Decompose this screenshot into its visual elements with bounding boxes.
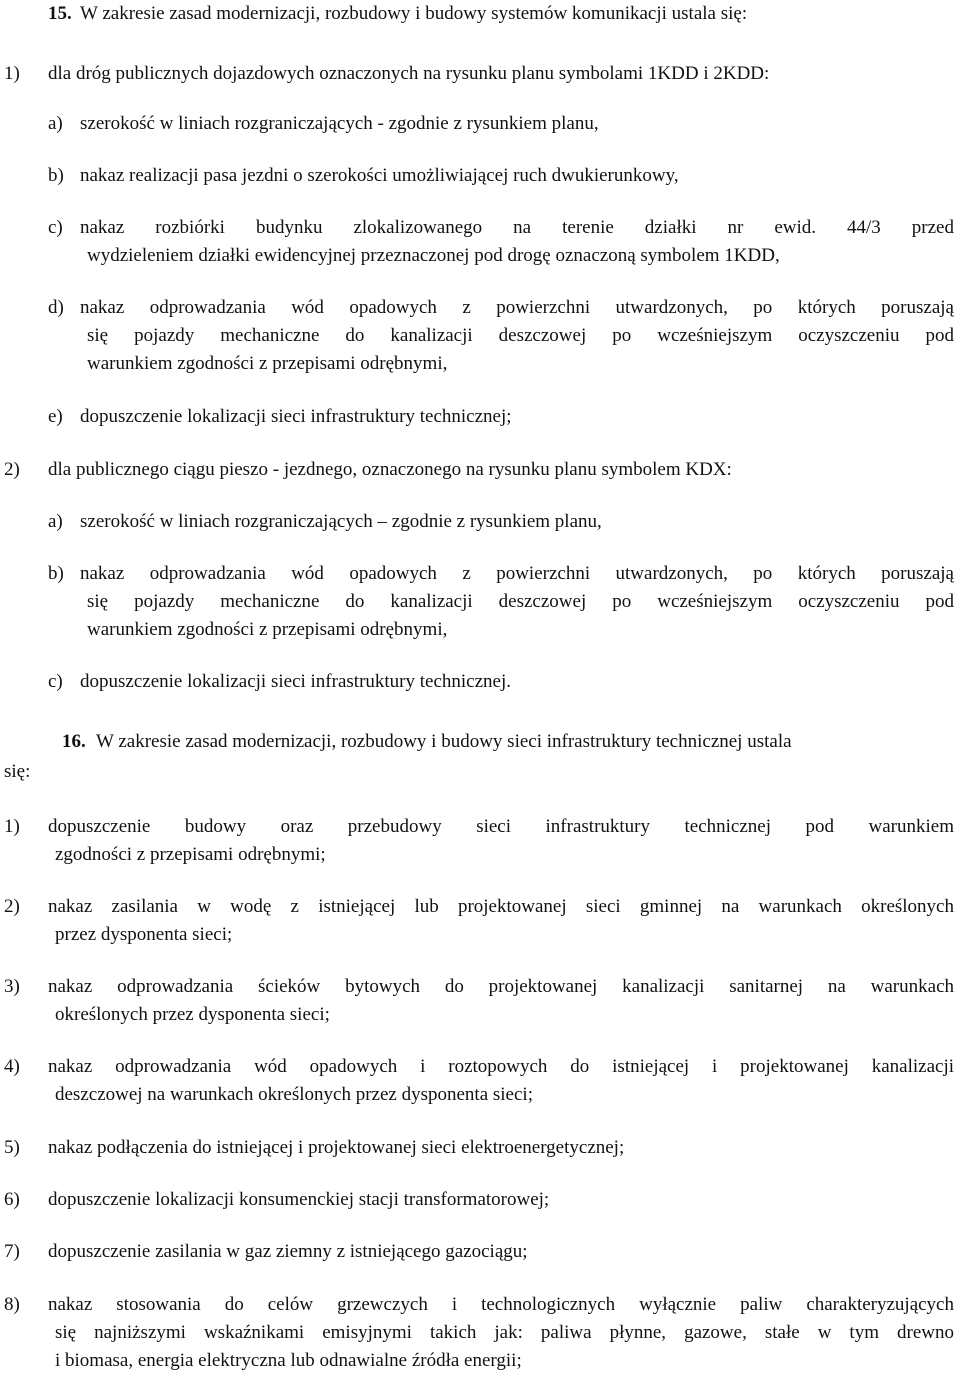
s16-item-2-line-2: przez dysponenta sieci; bbox=[55, 924, 233, 945]
s16-item-1-number: 1) bbox=[4, 816, 20, 837]
point-1-d-line-2: się pojazdy mechaniczne do kanalizacji deszczowej po wcześniejszym oczyszczeniu pod bbox=[87, 325, 954, 346]
point-2-a-marker: a) bbox=[48, 511, 63, 532]
s16-item-3-line-1: nakaz odprowadzania ścieków bytowych do projektowanej kanalizacji sanitarnej na warunkach bbox=[48, 976, 954, 997]
point-2-a-text: szerokość w liniach rozgraniczających – zgodnie z rysunkiem planu, bbox=[80, 511, 602, 532]
s16-item-8-line-1: nakaz stosowania do celów grzewczych i technologicznych wyłącznie paliw charakteryzujących bbox=[48, 1294, 954, 1315]
section-15-heading: W zakresie zasad modernizacji, rozbudowy i budowy systemów komunikacji ustala się: bbox=[80, 3, 748, 24]
point-2-b-line-1: nakaz odprowadzania wód opadowych z powierzchni utwardzonych, po których poruszają bbox=[80, 563, 954, 584]
point-2-number: 2) bbox=[4, 459, 20, 480]
point-1-text: dla dróg publicznych dojazdowych oznaczonych na rysunku planu symbolami 1KDD i 2KDD: bbox=[48, 63, 770, 84]
point-1-b-marker: b) bbox=[48, 165, 64, 186]
s16-item-8-line-3: i biomasa, energia elektryczna lub odnawialne źródła energii; bbox=[55, 1350, 522, 1371]
section-16-heading-continuation: się: bbox=[4, 761, 31, 782]
point-2-b-line-3: warunkiem zgodności z przepisami odrębnymi, bbox=[87, 619, 448, 640]
section-15-number: 15. bbox=[48, 3, 72, 24]
point-1-a-text: szerokość w liniach rozgraniczających - zgodnie z rysunkiem planu, bbox=[80, 113, 599, 134]
point-1-c-line-1: nakaz rozbiórki budynku zlokalizowanego na terenie działki nr ewid. 44/3 przed bbox=[80, 217, 954, 238]
section-16-heading: W zakresie zasad modernizacji, rozbudowy i budowy sieci infrastruktury technicznej ustala bbox=[96, 731, 792, 752]
point-1-e-text: dopuszczenie lokalizacji sieci infrastruktury technicznej; bbox=[80, 406, 512, 427]
s16-item-2-number: 2) bbox=[4, 896, 20, 917]
s16-item-2-line-1: nakaz zasilania w wodę z istniejącej lub projektowanej sieci gminnej na warunkach określonych bbox=[48, 896, 954, 917]
s16-item-3-line-2: określonych przez dysponenta sieci; bbox=[55, 1004, 330, 1025]
point-2-b-marker: b) bbox=[48, 563, 64, 584]
point-1-d-marker: d) bbox=[48, 297, 64, 318]
point-1-c-marker: c) bbox=[48, 217, 63, 238]
point-1-d-line-1: nakaz odprowadzania wód opadowych z powierzchni utwardzonych, po których poruszają bbox=[80, 297, 954, 318]
s16-item-4-line-1: nakaz odprowadzania wód opadowych i roztopowych do istniejącej i projektowanej kanalizacji bbox=[48, 1056, 954, 1077]
point-1-d-line-3: warunkiem zgodności z przepisami odrębnymi, bbox=[87, 353, 448, 374]
s16-item-7-number: 7) bbox=[4, 1241, 20, 1262]
s16-item-5-text: nakaz podłączenia do istniejącej i projektowanej sieci elektroenergetycznej; bbox=[48, 1137, 625, 1158]
point-1-a-marker: a) bbox=[48, 113, 63, 134]
point-1-number: 1) bbox=[4, 63, 20, 84]
point-2-c-text: dopuszczenie lokalizacji sieci infrastruktury technicznej. bbox=[80, 671, 512, 692]
s16-item-6-text: dopuszczenie lokalizacji konsumenckiej stacji transformatorowej; bbox=[48, 1189, 550, 1210]
point-2-c-marker: c) bbox=[48, 671, 63, 692]
point-1-e-marker: e) bbox=[48, 406, 63, 427]
point-2-b-line-2: się pojazdy mechaniczne do kanalizacji deszczowej po wcześniejszym oczyszczeniu pod bbox=[87, 591, 954, 612]
s16-item-6-number: 6) bbox=[4, 1189, 20, 1210]
s16-item-1-line-1: dopuszczenie budowy oraz przebudowy sieci infrastruktury technicznej pod warunkiem bbox=[48, 816, 954, 837]
point-1-b-text: nakaz realizacji pasa jezdni o szerokości umożliwiającej ruch dwukierunkowy, bbox=[80, 165, 679, 186]
point-1-c-line-2: wydzieleniem działki ewidencyjnej przeznaczonej pod drogę oznaczoną symbolem 1KDD, bbox=[87, 245, 780, 266]
s16-item-1-line-2: zgodności z przepisami odrębnymi; bbox=[55, 844, 326, 865]
s16-item-8-line-2: się najniższymi wskaźnikami emisyjnymi takich jak: paliwa płynne, gazowe, stałe w tym drewno bbox=[55, 1322, 954, 1343]
s16-item-4-number: 4) bbox=[4, 1056, 20, 1077]
s16-item-3-number: 3) bbox=[4, 976, 20, 997]
s16-item-4-line-2: deszczowej na warunkach określonych przez dysponenta sieci; bbox=[55, 1084, 533, 1105]
s16-item-8-number: 8) bbox=[4, 1294, 20, 1315]
s16-item-7-text: dopuszczenie zasilania w gaz ziemny z istniejącego gazociągu; bbox=[48, 1241, 528, 1262]
section-16-number: 16. bbox=[62, 731, 86, 752]
s16-item-5-number: 5) bbox=[4, 1137, 20, 1158]
point-2-text: dla publicznego ciągu pieszo - jezdnego, oznaczonego na rysunku planu symbolem KDX: bbox=[48, 459, 732, 480]
